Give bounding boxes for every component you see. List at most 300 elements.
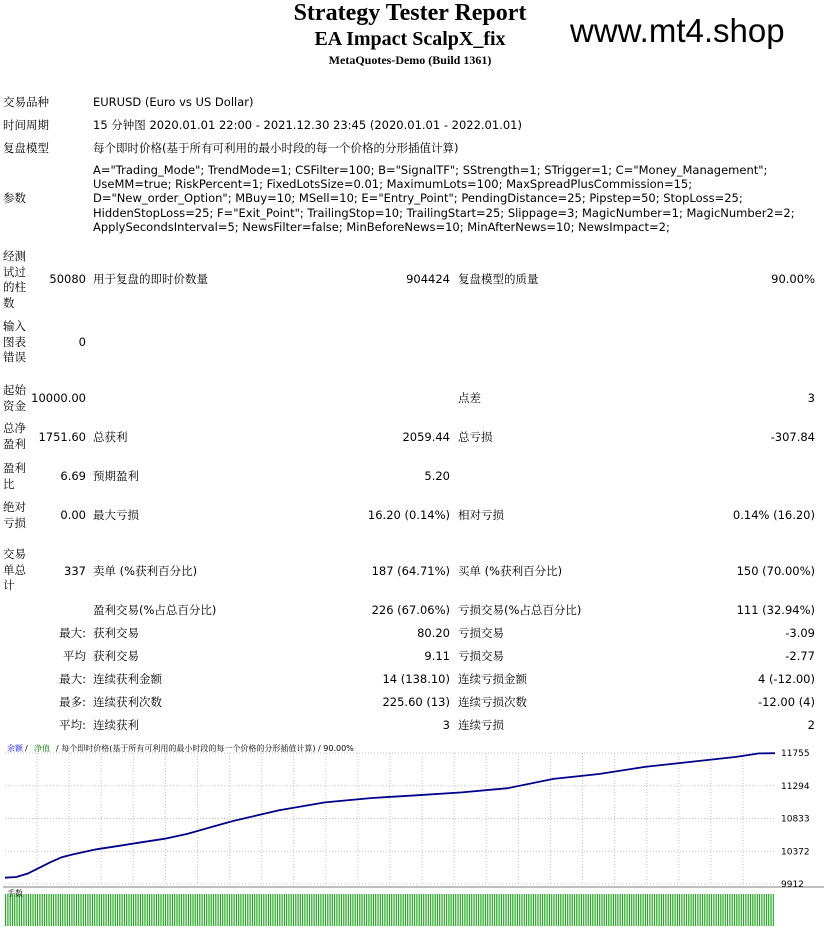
abs-dd-value: 0.00 xyxy=(60,508,86,522)
volume-bar xyxy=(62,894,63,926)
volume-bar xyxy=(295,894,296,926)
volume-bar xyxy=(396,894,397,926)
volume-bar xyxy=(183,894,184,926)
deposit-label: 起始资金 xyxy=(3,383,26,413)
volume-bar xyxy=(231,894,232,926)
watermark: www.mt4.shop xyxy=(570,12,785,49)
ticks-value: 904424 xyxy=(406,272,450,286)
net-value: 1751.60 xyxy=(38,430,86,444)
volume-bar xyxy=(35,894,36,926)
volume-bar xyxy=(19,894,20,926)
volume-bar xyxy=(341,894,342,926)
volume-bar xyxy=(768,894,769,926)
volume-bar xyxy=(505,894,506,926)
volume-bar xyxy=(675,894,676,926)
errors-label: 输入图表错误 xyxy=(3,319,26,364)
period-label: 时间周期 xyxy=(3,118,49,132)
volume-bar xyxy=(382,894,383,926)
volume-bar xyxy=(37,894,38,926)
volume-bar xyxy=(387,894,388,926)
bars-label: 经测试过的柱数 xyxy=(3,249,26,310)
errors-value: 0 xyxy=(78,335,86,349)
volume-bar xyxy=(654,894,655,926)
gross-loss-label: 总亏损 xyxy=(458,430,493,444)
volume-bar xyxy=(754,894,755,926)
volume-bar xyxy=(393,894,394,926)
volume-bar xyxy=(613,894,614,926)
volume-bar xyxy=(400,894,401,926)
volume-bar xyxy=(478,894,479,926)
volume-bar xyxy=(729,894,730,926)
volume-bar xyxy=(722,894,723,926)
volume-bar xyxy=(494,894,495,926)
volume-bar xyxy=(489,894,490,926)
volume-bar xyxy=(745,894,746,926)
volume-bar xyxy=(375,894,376,926)
average2-label: 平均: xyxy=(59,718,86,732)
volume-bar xyxy=(643,894,644,926)
volume-bar xyxy=(670,894,671,926)
largest-profit-label: 获利交易 xyxy=(93,626,139,640)
volume-bar xyxy=(138,894,139,926)
volume-bar xyxy=(711,894,712,926)
volume-bar xyxy=(752,894,753,926)
maximum-label: 最大: xyxy=(59,672,86,686)
volume-bar xyxy=(124,894,125,926)
volume-bar xyxy=(135,894,136,926)
volume-bar xyxy=(44,894,45,926)
volume-bar xyxy=(181,894,182,926)
avg-consec-win-value: 3 xyxy=(442,718,450,732)
volume-bar xyxy=(435,894,436,926)
volume-bar xyxy=(688,894,689,926)
volume-bar xyxy=(300,894,301,926)
volume-bar xyxy=(174,894,175,926)
volume-bar xyxy=(608,894,609,926)
volume-bar xyxy=(732,894,733,926)
volume-bar xyxy=(761,894,762,926)
volume-bar xyxy=(533,894,534,926)
volume-bar xyxy=(551,894,552,926)
volume-bar xyxy=(131,894,132,926)
volume-bar xyxy=(640,894,641,926)
volume-bar xyxy=(250,894,251,926)
params-label: 参数 xyxy=(3,191,26,205)
volume-bar xyxy=(46,894,47,926)
volume-bar xyxy=(71,894,72,926)
volume-bar xyxy=(423,894,424,926)
volume-bar xyxy=(53,894,54,926)
volume-bar xyxy=(361,894,362,926)
volume-bar xyxy=(734,894,735,926)
volume-bar xyxy=(668,894,669,926)
volume-bar xyxy=(691,894,692,926)
volume-bar xyxy=(444,894,445,926)
volume-bar xyxy=(460,894,461,926)
volume-bar xyxy=(412,894,413,926)
volume-bar xyxy=(304,894,305,926)
volume-bar xyxy=(69,894,70,926)
volume-bar xyxy=(39,894,40,926)
volume-bar xyxy=(368,894,369,926)
volume-bar xyxy=(409,894,410,926)
volume-bar xyxy=(87,894,88,926)
volume-bar xyxy=(672,894,673,926)
volume-bar xyxy=(236,894,237,926)
volume-bar xyxy=(288,894,289,926)
volume-bar xyxy=(448,894,449,926)
volume-bar xyxy=(773,894,774,926)
largest-label: 最大: xyxy=(59,626,86,640)
volume-bar xyxy=(649,894,650,926)
volume-bar xyxy=(510,894,511,926)
volume-bar xyxy=(633,894,634,926)
consec-win-amt-label: 连续获利金额 xyxy=(93,672,162,686)
volume-bar xyxy=(615,894,616,926)
volume-bar xyxy=(469,894,470,926)
volume-bar xyxy=(190,894,191,926)
volume-bar xyxy=(496,894,497,926)
volume-bar xyxy=(391,894,392,926)
volume-bar xyxy=(213,894,214,926)
volume-bar xyxy=(311,894,312,926)
volume-bar xyxy=(133,894,134,926)
largest-profit-value: 80.20 xyxy=(417,626,450,640)
volume-bar xyxy=(464,894,465,926)
report-build: MetaQuotes-Demo (Build 1361) xyxy=(328,53,492,67)
largest-loss-label: 亏损交易 xyxy=(458,626,504,640)
volume-bar xyxy=(713,894,714,926)
volume-bar xyxy=(275,894,276,926)
volume-bar xyxy=(101,894,102,926)
volume-bar xyxy=(156,894,157,926)
volume-bar xyxy=(74,894,75,926)
volume-bar xyxy=(553,894,554,926)
volume-bar xyxy=(60,894,61,926)
report-title: Strategy Tester Report xyxy=(293,0,527,26)
volume-bar xyxy=(677,894,678,926)
volume-bar xyxy=(266,894,267,926)
loss-label: 亏损交易(%占总百分比) xyxy=(458,603,582,617)
volume-bar xyxy=(316,894,317,926)
volume-bar xyxy=(28,894,29,926)
volume-bar xyxy=(446,894,447,926)
payoff-label: 预期盈利 xyxy=(93,469,139,483)
volume-bar xyxy=(380,894,381,926)
volume-bar xyxy=(218,894,219,926)
volume-bar xyxy=(373,894,374,926)
volume-bar xyxy=(247,894,248,926)
volume-bar xyxy=(154,894,155,926)
volume-bar xyxy=(736,894,737,926)
payoff-value: 5.20 xyxy=(424,469,450,483)
volume-bar xyxy=(414,894,415,926)
volume-bar xyxy=(535,894,536,926)
volume-bar xyxy=(624,894,625,926)
volume-bar xyxy=(519,894,520,926)
volume-bar xyxy=(572,894,573,926)
volume-bar xyxy=(76,894,77,926)
volume-bar xyxy=(336,894,337,926)
volume-bar xyxy=(590,894,591,926)
y-tick-label: 11755 xyxy=(781,749,810,759)
volume-bar xyxy=(108,894,109,926)
avg-consec-win-label: 连续获利 xyxy=(93,718,139,732)
svg-text:/: / xyxy=(25,744,28,753)
volume-label: 手数 xyxy=(7,889,23,898)
volume-bar xyxy=(405,894,406,926)
volume-bar xyxy=(234,894,235,926)
avg-loss-label: 亏损交易 xyxy=(458,649,504,663)
volume-bar xyxy=(540,894,541,926)
volume-bar xyxy=(151,894,152,926)
volume-bar xyxy=(202,894,203,926)
volume-bar xyxy=(204,894,205,926)
volume-bar xyxy=(738,894,739,926)
volume-bar xyxy=(364,894,365,926)
volume-bar xyxy=(588,894,589,926)
volume-bar xyxy=(268,894,269,926)
volume-bar xyxy=(704,894,705,926)
volume-bar xyxy=(208,894,209,926)
volume-bar xyxy=(581,894,582,926)
avg-profit-label: 获利交易 xyxy=(93,649,139,663)
volume-bar xyxy=(192,894,193,926)
average-label: 平均 xyxy=(63,649,86,663)
volume-bar xyxy=(537,894,538,926)
volume-bar xyxy=(83,894,84,926)
consec-win-cnt-label: 连续获利次数 xyxy=(93,695,162,709)
volume-bar xyxy=(206,894,207,926)
symbol-value: EURUSD (Euro vs US Dollar) xyxy=(93,95,254,109)
avg-consec-loss-value: 2 xyxy=(807,718,815,732)
volume-bar xyxy=(259,894,260,926)
volume-bar xyxy=(21,894,22,926)
volume-bar xyxy=(224,894,225,926)
volume-bar xyxy=(542,894,543,926)
volume-bar xyxy=(140,894,141,926)
volume-bar xyxy=(176,894,177,926)
pf-value: 6.69 xyxy=(60,469,86,483)
volume-bar xyxy=(279,894,280,926)
volume-bar xyxy=(389,894,390,926)
volume-bar xyxy=(30,894,31,926)
volume-bar xyxy=(743,894,744,926)
volume-bar xyxy=(770,894,771,926)
volume-bars xyxy=(5,894,774,926)
volume-bar xyxy=(407,894,408,926)
consec-loss-amt-label: 连续亏损金额 xyxy=(458,672,527,686)
volume-bar xyxy=(112,894,113,926)
volume-bar xyxy=(240,894,241,926)
volume-bar xyxy=(215,894,216,926)
volume-bar xyxy=(286,894,287,926)
volume-bar xyxy=(508,894,509,926)
volume-bar xyxy=(327,894,328,926)
volume-bar xyxy=(700,894,701,926)
volume-bar xyxy=(110,894,111,926)
volume-bar xyxy=(531,894,532,926)
spread-value: 3 xyxy=(807,391,815,405)
volume-bar xyxy=(227,894,228,926)
volume-bar xyxy=(186,894,187,926)
volume-bar xyxy=(325,894,326,926)
pf-label: 盈利比 xyxy=(3,461,26,491)
volume-bar xyxy=(318,894,319,926)
volume-bar xyxy=(697,894,698,926)
volume-bar xyxy=(748,894,749,926)
volume-bar xyxy=(473,894,474,926)
rel-dd-value: 0.14% (16.20) xyxy=(732,508,815,522)
volume-bar xyxy=(521,894,522,926)
volume-bar xyxy=(117,894,118,926)
bars-value: 50080 xyxy=(49,272,86,286)
volume-bar xyxy=(256,894,257,926)
volume-bar xyxy=(371,894,372,926)
volume-bar xyxy=(58,894,59,926)
volume-bar xyxy=(179,894,180,926)
avg-profit-value: 9.11 xyxy=(424,649,450,663)
largest-loss-value: -3.09 xyxy=(785,626,815,640)
volume-bar xyxy=(707,894,708,926)
volume-bar xyxy=(659,894,660,926)
long-label: 买单 (%获利百分比) xyxy=(458,564,563,578)
symbol-label: 交易品种 xyxy=(3,95,49,109)
volume-bar xyxy=(638,894,639,926)
volume-bar xyxy=(583,894,584,926)
gross-profit-label: 总获利 xyxy=(93,430,128,444)
volume-bar xyxy=(263,894,264,926)
volume-bar xyxy=(679,894,680,926)
volume-bar xyxy=(627,894,628,926)
win-value: 226 (67.06%) xyxy=(371,603,450,617)
volume-bar xyxy=(339,894,340,926)
volume-bar xyxy=(261,894,262,926)
net-label: 总净盈利 xyxy=(3,421,26,451)
volume-bar xyxy=(252,894,253,926)
volume-bar xyxy=(757,894,758,926)
volume-bar xyxy=(23,894,24,926)
volume-bar xyxy=(526,894,527,926)
volume-bar xyxy=(293,894,294,926)
volume-bar xyxy=(122,894,123,926)
volume-bar xyxy=(272,894,273,926)
volume-bar xyxy=(163,894,164,926)
consec-loss-amt-value: 4 (-12.00) xyxy=(757,672,815,686)
legend-note: / 每个即时价格(基于所有可利用的最小时段的每一个价格的分形插值计算) / 90.00% xyxy=(56,744,354,753)
volume-bar xyxy=(323,894,324,926)
volume-bar xyxy=(766,894,767,926)
volume-bar xyxy=(149,894,150,926)
volume-bar xyxy=(665,894,666,926)
volume-bar xyxy=(512,894,513,926)
volume-bar xyxy=(601,894,602,926)
short-value: 187 (64.71%) xyxy=(371,564,450,578)
volume-bar xyxy=(416,894,417,926)
volume-bar xyxy=(576,894,577,926)
model-value: 每个即时价格(基于所有可利用的最小时段的每一个价格的分形插值计算) xyxy=(93,141,459,155)
avg-loss-value: -2.77 xyxy=(785,649,815,663)
volume-bar xyxy=(350,894,351,926)
volume-bar xyxy=(595,894,596,926)
volume-bar xyxy=(462,894,463,926)
volume-bar xyxy=(656,894,657,926)
volume-bar xyxy=(693,894,694,926)
volume-bar xyxy=(565,894,566,926)
volume-bar xyxy=(725,894,726,926)
volume-bar xyxy=(352,894,353,926)
volume-bar xyxy=(492,894,493,926)
volume-bar xyxy=(720,894,721,926)
volume-bar xyxy=(96,894,97,926)
volume-bar xyxy=(64,894,65,926)
volume-bar xyxy=(606,894,607,926)
volume-bar xyxy=(332,894,333,926)
volume-bar xyxy=(188,894,189,926)
volume-bar xyxy=(7,894,8,926)
volume-bar xyxy=(702,894,703,926)
volume-bar xyxy=(103,894,104,926)
volume-bar xyxy=(483,894,484,926)
volume-bar xyxy=(499,894,500,926)
volume-bar xyxy=(604,894,605,926)
short-label: 卖单 (%获利百分比) xyxy=(93,564,198,578)
volume-bar xyxy=(238,894,239,926)
consec-win-cnt-value: 225.60 (13) xyxy=(382,695,450,709)
volume-bar xyxy=(195,894,196,926)
volume-bar xyxy=(629,894,630,926)
y-tick-label: 9912 xyxy=(781,880,804,890)
rel-dd-label: 相对亏损 xyxy=(458,508,504,522)
volume-bar xyxy=(652,894,653,926)
volume-bar xyxy=(620,894,621,926)
volume-bar xyxy=(384,894,385,926)
volume-bar xyxy=(487,894,488,926)
volume-bar xyxy=(398,894,399,926)
volume-bar xyxy=(631,894,632,926)
volume-bar xyxy=(681,894,682,926)
volume-bar xyxy=(563,894,564,926)
volume-bar xyxy=(419,894,420,926)
volume-bar xyxy=(282,894,283,926)
loss-value: 111 (32.94%) xyxy=(736,603,815,617)
volume-bar xyxy=(144,894,145,926)
volume-bar xyxy=(403,894,404,926)
volume-bar xyxy=(585,894,586,926)
win-label: 盈利交易(%占总百分比) xyxy=(93,603,217,617)
model-label: 复盘模型 xyxy=(3,141,49,155)
volume-bar xyxy=(528,894,529,926)
y-tick-label: 10833 xyxy=(781,814,810,825)
long-value: 150 (70.00%) xyxy=(736,564,815,578)
volume-bar xyxy=(99,894,100,926)
volume-bar xyxy=(636,894,637,926)
volume-bar xyxy=(48,894,49,926)
volume-bar xyxy=(549,894,550,926)
avg-consec-loss-label: 连续亏损 xyxy=(458,718,504,732)
volume-bar xyxy=(558,894,559,926)
volume-bar xyxy=(229,894,230,926)
volume-bar xyxy=(764,894,765,926)
deposit-value: 10000.00 xyxy=(31,391,86,405)
volume-bar xyxy=(709,894,710,926)
volume-bar xyxy=(67,894,68,926)
volume-bar xyxy=(26,894,27,926)
volume-bar xyxy=(759,894,760,926)
most-label: 最多: xyxy=(59,695,86,709)
spread-label: 点差 xyxy=(458,391,481,405)
volume-bar xyxy=(451,894,452,926)
